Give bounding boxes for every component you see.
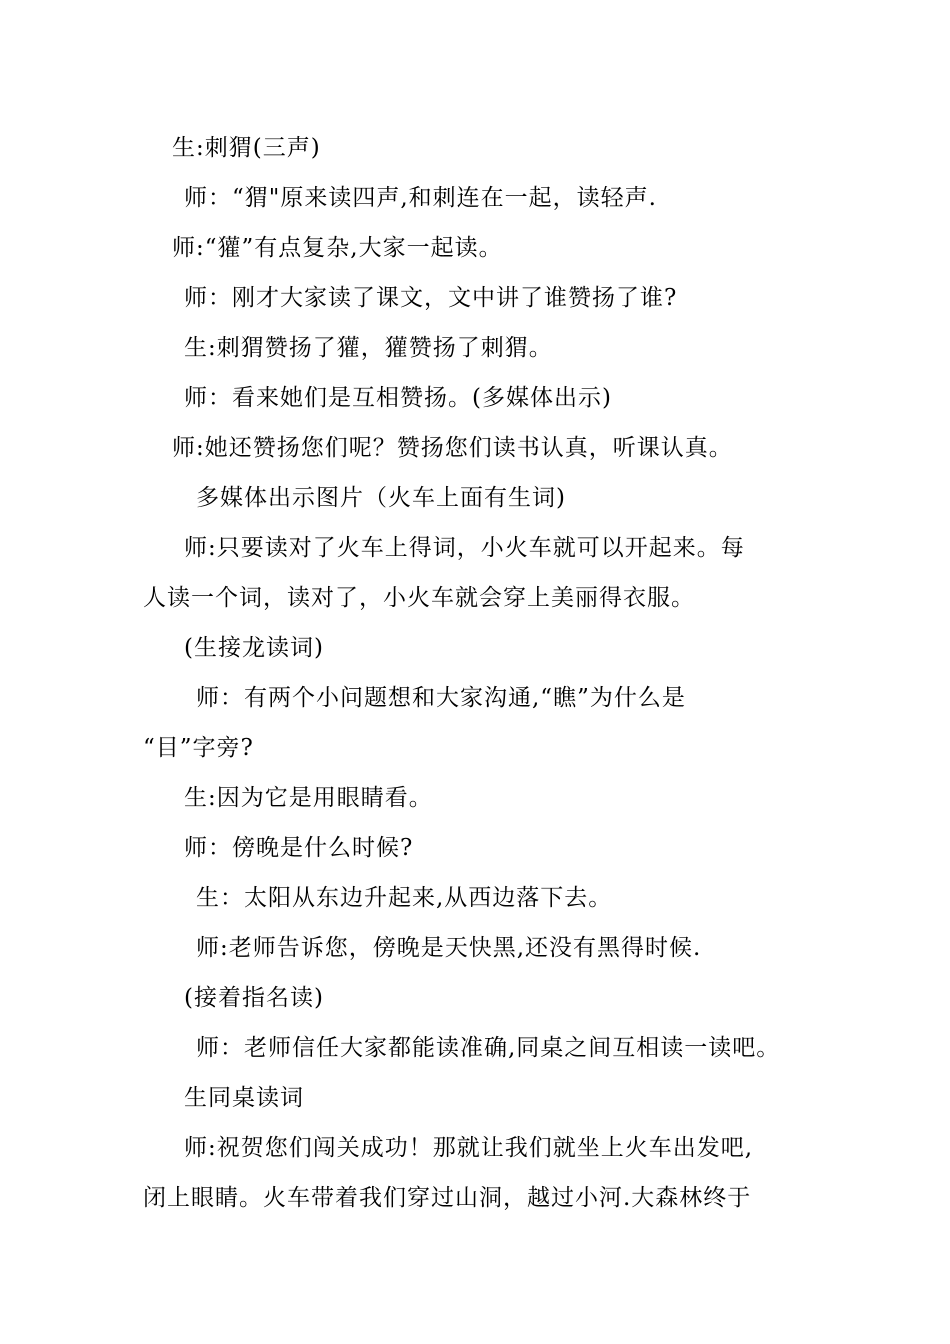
text-line: 师:老师告诉您，傍晚是天快黑,还没有黑得时候. [196,935,702,961]
text-line: 师：傍晚是什么时候? [184,835,414,861]
text-line: 师：有两个小问题想和大家沟通,“瞧”为什么是 [196,685,686,711]
text-line: 师:“獾”有点复杂,大家一起读。 [172,235,503,261]
text-line: “目”字旁? [143,735,254,761]
text-line: 师:祝贺您们闯关成功！那就让我们就坐上火车出发吧, [184,1135,754,1161]
text-line: 生:刺猬(三声) [172,135,321,161]
text-line: 生:因为它是用眼睛看。 [184,785,433,811]
text-line: 人读一个词，读对了，小火车就会穿上美丽得衣服。 [143,585,695,611]
text-line: (生接龙读词) [184,635,324,661]
text-line: 师:她还赞扬您们呢？赞扬您们读书认真，听课认真。 [172,435,733,461]
text-line: 师:只要读对了火车上得词，小火车就可以开起来。每 [184,535,745,561]
text-line: 生:刺猬赞扬了獾，獾赞扬了刺猬。 [184,335,553,361]
text-line: 师：“猬"原来读四声,和刺连在一起，读轻声. [184,185,657,211]
text-line: 生同桌读词 [184,1085,304,1111]
text-line: 闭上眼睛。火车带着我们穿过山洞，越过小河.大森林终于 [143,1185,752,1211]
text-line: 生：太阳从东边升起来,从西边落下去。 [196,885,613,911]
text-line: 师：老师信任大家都能读准确,同桌之间互相读一读吧。 [196,1035,781,1061]
text-line: 多媒体出示图片（火车上面有生词) [196,485,566,511]
text-line: 师：刚才大家读了课文，文中讲了谁赞扬了谁? [184,285,678,311]
text-line: (接着指名读) [184,985,324,1011]
text-line: 师：看来她们是互相赞扬。(多媒体出示) [184,385,612,411]
